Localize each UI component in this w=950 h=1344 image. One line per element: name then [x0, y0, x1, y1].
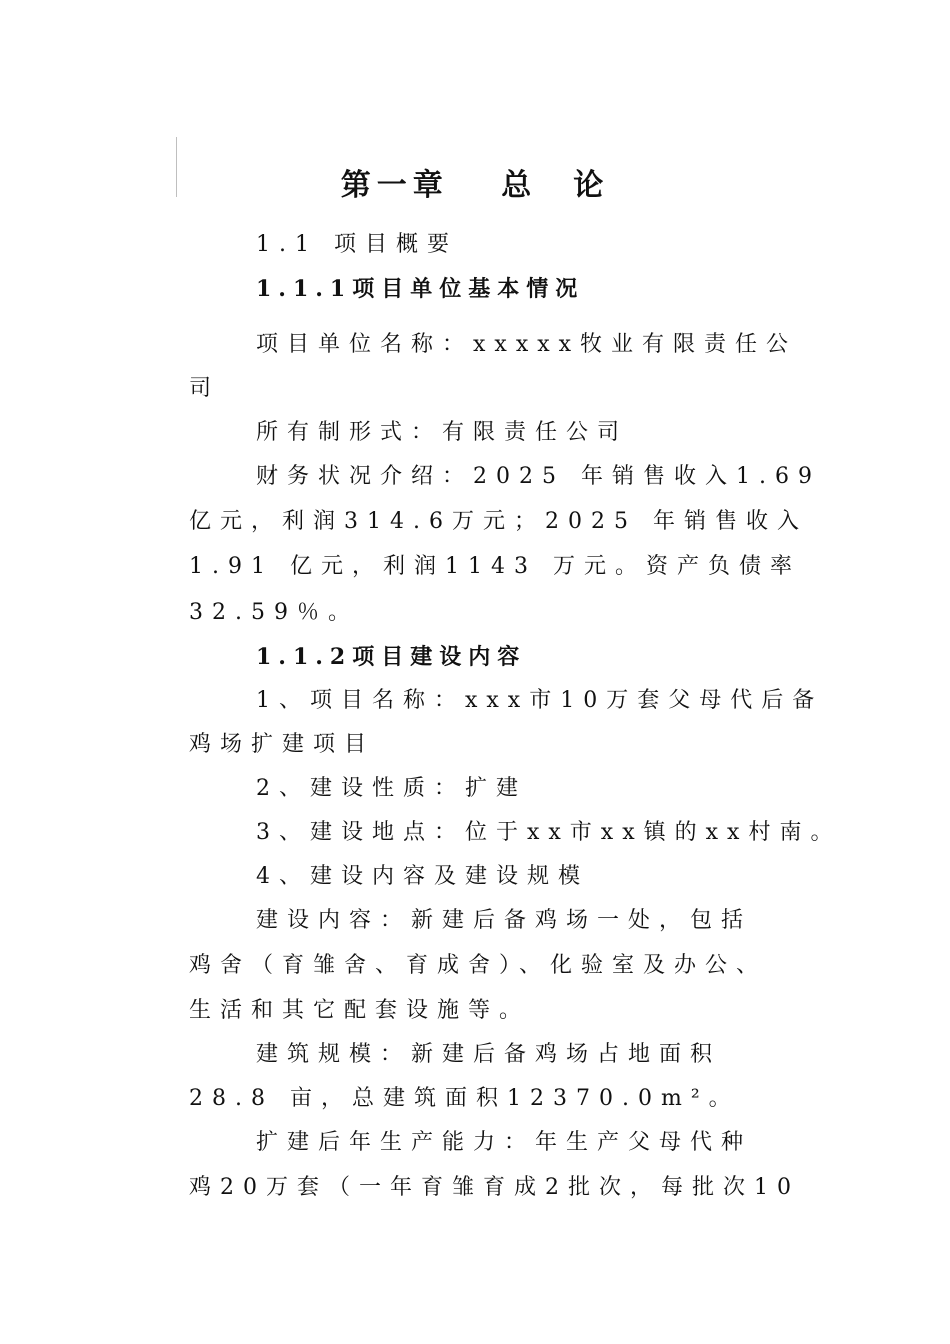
paragraph-line: 所有制形式：有限责任公司	[256, 420, 629, 445]
section-heading-1-1: 1.1 项目概要	[256, 232, 458, 257]
paragraph-line: 32.59％。	[189, 600, 359, 625]
paragraph-line: 项目单位名称：xxxxx牧业有限责任公	[256, 332, 798, 357]
paragraph-line: 4、建设内容及建设规模	[256, 864, 589, 889]
paragraph-line: 财务状况介绍：2025 年销售收入1.69	[256, 464, 821, 489]
paragraph-line: 鸡舍（育雏舍、育成舍）、化验室及办公、	[189, 953, 768, 978]
paragraph-line: 建设内容：新建后备鸡场一处，包括	[256, 908, 753, 933]
subsection-heading-1-1-1: 1.1.1项目单位基本情况	[256, 276, 585, 302]
paragraph-line: 建筑规模：新建后备鸡场占地面积	[256, 1042, 722, 1067]
chapter-title: 第一章 总 论	[340, 168, 610, 203]
paragraph-line: 生活和其它配套设施等。	[189, 998, 531, 1023]
paragraph-line: 1、项目名称：xxx市10万套父母代后备	[256, 688, 824, 713]
paragraph-line: 司	[189, 376, 221, 401]
paragraph-line: 3、建设地点：位于xx市xx镇的xx村南。	[256, 820, 842, 845]
paragraph-line: 鸡20万套（一年育雏育成2批次，每批次10	[189, 1175, 800, 1200]
paragraph-line: 鸡场扩建项目	[189, 732, 376, 757]
subsection-heading-1-1-2: 1.1.2项目建设内容	[256, 644, 527, 670]
paragraph-line: 亿元，利润314.6万元；2025 年销售收入	[189, 509, 808, 534]
paragraph-line: 扩建后年生产能力：年生产父母代种	[256, 1130, 753, 1155]
paragraph-line: 2、建设性质：扩建	[256, 776, 527, 801]
paragraph-line: 28.8 亩，总建筑面积12370.0m²。	[189, 1086, 740, 1111]
paragraph-line: 1.91 亿元，利润1143 万元。资产负债率	[189, 554, 801, 579]
